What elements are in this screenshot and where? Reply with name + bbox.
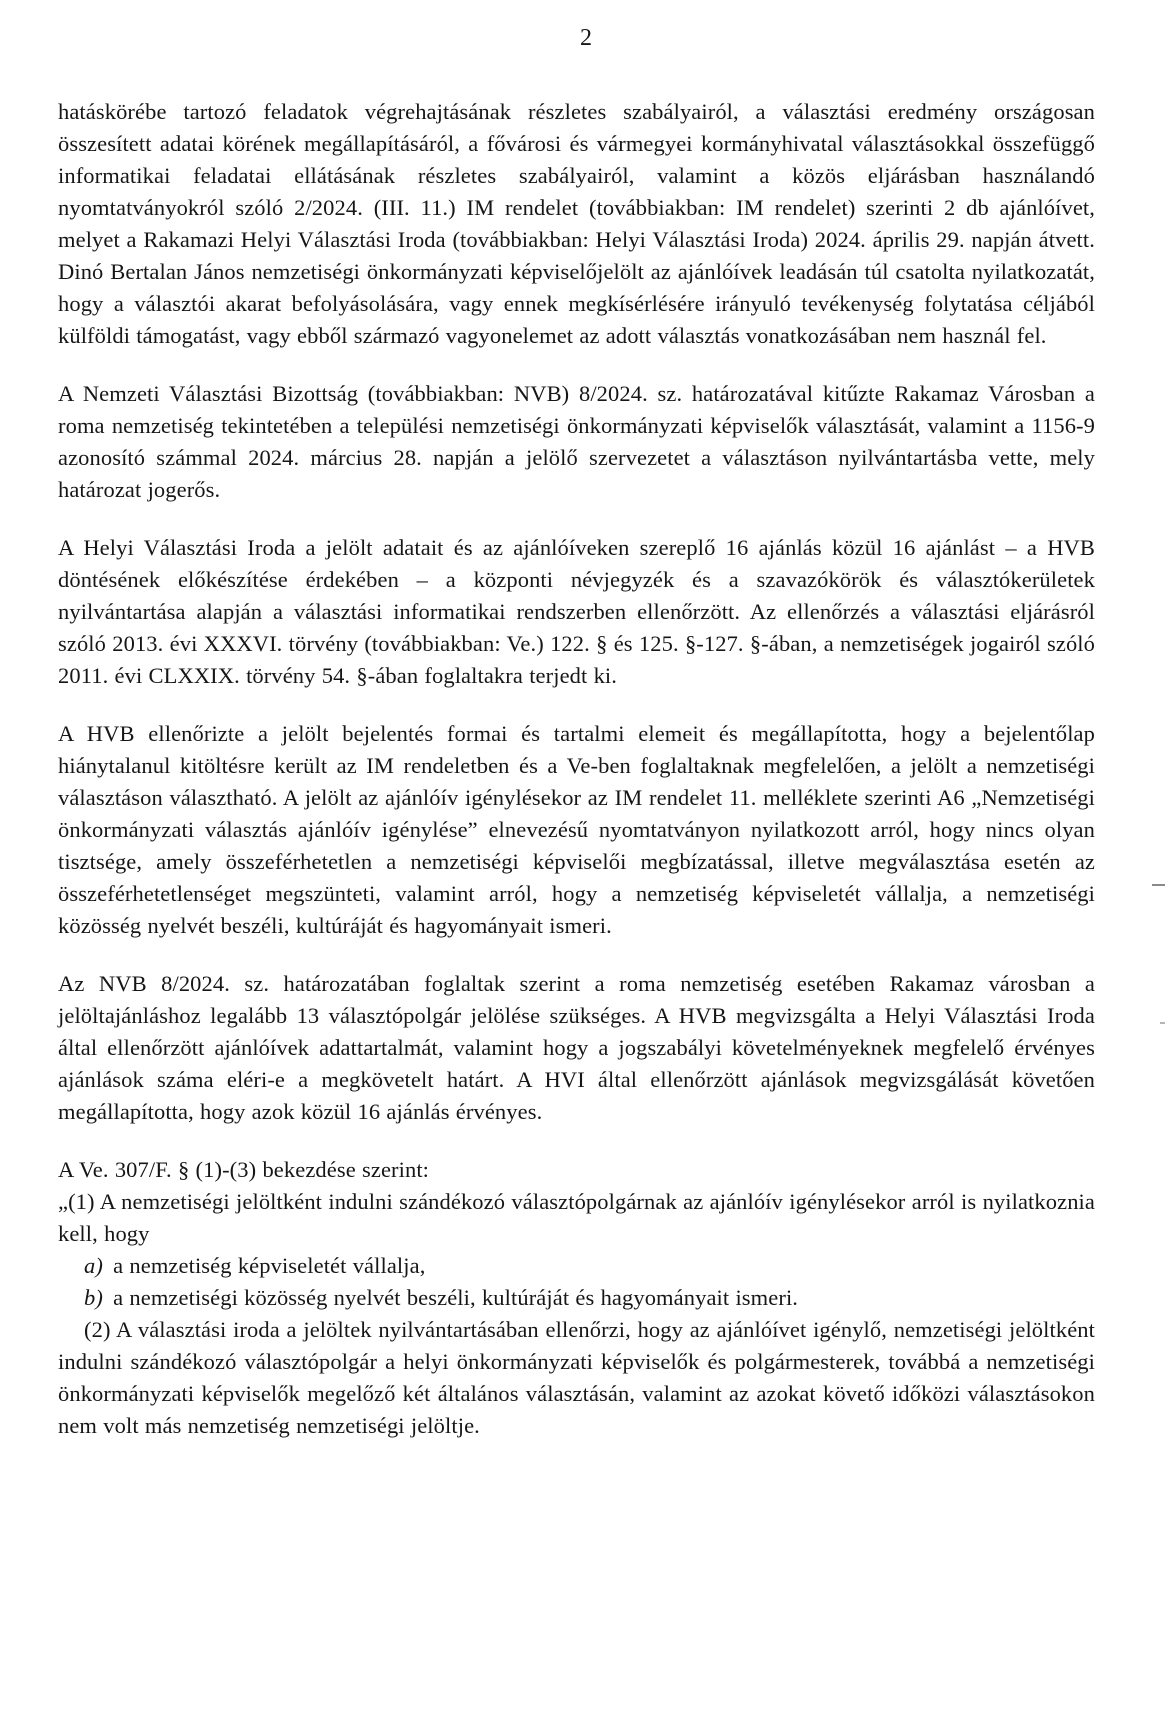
paragraph-competence-rules: hatáskörébe tartozó feladatok végrehajtásának részletes szabályairól, a választási eredmény országosan összesített adatai körének megállapításáról, a fővárosi és vármegyei kormányhivatal választásokkal összefüggő informatikai feladatai ellátásának részletes szabályairól, valamint a közös eljárásban használandó nyomtatványokról szóló 2/2024. (III. 11.) IM rendelet (továbbiakban: IM rendelet) szerinti 2 db ajánlóívet, melyet a Rakamazi Helyi Választási Iroda (továbbiakban: Helyi Választási Iroda) 2024. április 29. napján átvett. Dinó Bertalan János nemzetiségi önkormányzati képviselőjelölt az ajánlóívek leadásán túl csatolta nyilatkozatát, hogy a választói akarat befolyásolására, vagy ennek megkísérlésére irányuló tevékenység folytatása céljából külföldi támogatást, vagy ebből származó vagyonelemet az adott választás vonatkozásában nem használ fel. (58, 99, 1095, 348)
law-quote-block (58, 1154, 1095, 1442)
document-body (58, 96, 1095, 1442)
paragraph-valid-recommendations: Az NVB 8/2024. sz. határozatában foglaltak szerint a roma nemzetiség esetében Rakamaz városban a jelöltajánláshoz legalább 13 választópolgár jelölése szükséges. A HVB megvizsgálta a Helyi Választási Iroda által ellenőrzött ajánlóívek adattartalmát, valamint hogy a jogszabályi követelményeknek megfelelő érvényes ajánlások száma eléri-e a megkövetelt határt. A HVI által ellenőrzött ajánlások megvizsgálását követően megállapította, hogy azok közül 16 ajánlás érvényes. (58, 971, 1095, 1124)
paragraph-nvb-decision: A Nemzeti Választási Bizottság (továbbiakban: NVB) 8/2024. sz. határozatával kitűzte Rakamaz Városban a roma nemzetiség tekintetében a települési nemzetiségi önkormányzati képviselők választását, valamint a 1156-9 azonosító számmal 2024. március 28. napján a jelölő szervezetet a választáson nyilvántartásba vette, mely határozat jogerős. (58, 381, 1095, 502)
item-b-text: a nemzetiségi közösség nyelvét beszéli, kultúráját és hagyományait ismeri. (113, 1285, 799, 1310)
law-quote-item-a (58, 1250, 1095, 1282)
paragraph-hvb-check: A HVB ellenőrizte a jelölt bejelentés formai és tartalmi elemeit és megállapította, hogy a bejelentőlap hiánytalanul kitöltésre került az IM rendeletben és a Ve-ben foglaltaknak megfelelően, a jelölt a nemzetiségi választáson választható. A jelölt az ajánlóív igénylésekor az IM rendelet 11. melléklete szerinti A6 „Nemzetiségi önkormányzati választás ajánlóív igénylése” elnevezésű nyomtatványon nyilatkozott arról, hogy nincs olyan tisztsége, amely összeférhetetlen a nemzetiségi képviselői megbízatással, illetve megválasztása esetén az összeférhetetlenséget megszünteti, valamint arról, hogy a nemzetiség képviseletét vállalja, a nemzetiségi közösség nyelvét beszéli, kultúráját és hagyományait ismeri. (58, 721, 1095, 938)
scan-artifact-dash (1152, 884, 1165, 886)
law-quote-subsection-1: „(1) A nemzetiségi jelöltként indulni szándékozó választópolgárnak az ajánlóív igénylésekor arról is nyilatkoznia kell, hogy (58, 1189, 1095, 1246)
law-quote-subsection-2: (2) A választási iroda a jelöltek nyilvántartásában ellenőrzi, hogy az ajánlóívet igénylő, nemzetiségi jelöltként indulni szándékozó választópolgár a helyi önkormányzati képviselők és polgármesterek, továbbá a nemzetiségi önkormányzati képviselők megelőző két általános választásán, valamint az azokat követő időközi választásokon nem volt más nemzetiség nemzetiségi jelöltje. (58, 1317, 1095, 1438)
paragraph-hvi-verification: A Helyi Választási Iroda a jelölt adatait és az ajánlóíveken szereplő 16 ajánlás közül 16 ajánlást – a HVB döntésének előkészítése érdekében – a központi névjegyzék és a szavazókörök és választókerületek nyilvántartása alapján a választási informatikai rendszerben ellenőrzött. Az ellenőrzés a választási eljárásról szóló 2013. évi XXXVI. törvény (továbbiakban: Ve.) 122. § és 125. §-127. §-ában, a nemzetiségek jogairól szóló 2011. évi CLXXIX. törvény 54. §-ában foglaltakra terjedt ki. (58, 535, 1095, 688)
item-a-text: a nemzetiség képviseletét vállalja, (113, 1253, 426, 1278)
page-number: 2 (580, 25, 592, 51)
law-quote-item-b (58, 1282, 1095, 1314)
law-heading: A Ve. 307/F. § (1)-(3) bekezdése szerint: (58, 1157, 430, 1182)
item-a-marker: a) (84, 1253, 103, 1278)
item-b-marker: b) (84, 1285, 103, 1310)
scan-artifact-dot (1160, 1022, 1165, 1024)
